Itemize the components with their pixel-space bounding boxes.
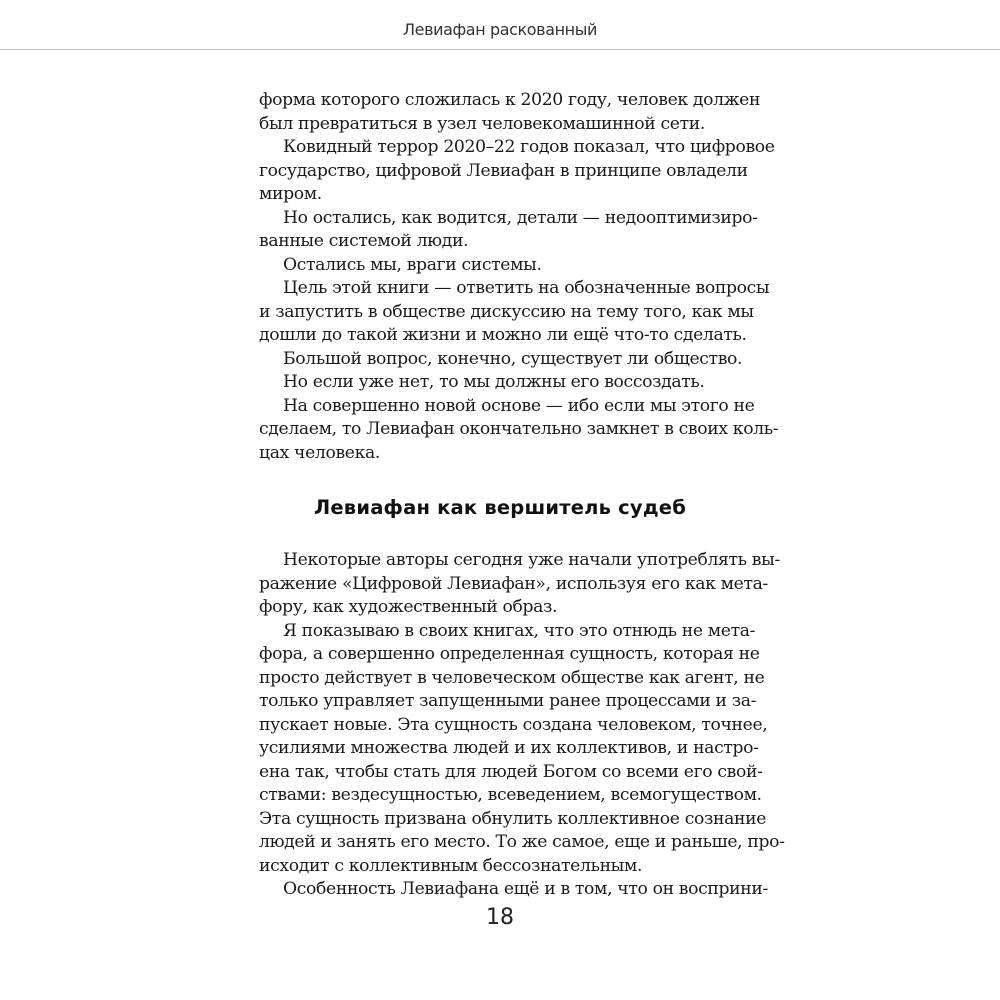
- text-line: Но остались, как водится, детали — недооптимизиро-: [283, 207, 758, 228]
- text-line: На совершенно новой основе — ибо если мы этого не: [283, 395, 755, 416]
- text-line: исходит с коллективным бессознательным.: [259, 855, 643, 876]
- section-heading: Левиафан как вершитель судеб: [313, 496, 687, 519]
- text-line: сделаем, то Левиафан окончательно замкнет в своих коль-: [259, 419, 779, 439]
- text-line: цах человека.: [259, 442, 381, 463]
- body-text-top: [259, 89, 779, 465]
- text-line: Я показываю в своих книгах, что это отнюдь не мета-: [283, 620, 756, 641]
- text-line: дошли до такой жизни и можно ли ещё что-то сделать.: [259, 325, 747, 345]
- text-line: был превратиться в узел человекомашинной сети.: [259, 113, 705, 134]
- text-line: Большой вопрос, конечно, существует ли общество.: [283, 348, 743, 369]
- text-line: пускает новые. Эта сущность создана человеком, точнее,: [259, 714, 768, 735]
- text-line: ванные системой люди.: [259, 231, 469, 251]
- text-line: Особенность Левиафана ещё и в том, что он восприни-: [283, 879, 768, 899]
- running-head-rule: [0, 49, 1000, 50]
- page-number: 18: [486, 905, 514, 930]
- text-line: Остались мы, враги системы.: [283, 254, 542, 275]
- text-line: ствами: вездесущностью, всеведением, всемогуществом.: [259, 785, 762, 805]
- text-line: ена так, чтобы стать для людей Богом со всеми его свой-: [259, 761, 763, 782]
- text-line: государство, цифровой Левиафан в принципе овладели: [259, 160, 748, 181]
- text-line: только управляет запущенными ранее процессами и за-: [259, 691, 757, 711]
- text-line: просто действует в человеческом обществе как агент, не: [259, 667, 765, 688]
- body-text-bottom: [259, 549, 785, 902]
- text-line: фора, а совершенно определенная сущность, которая не: [259, 644, 760, 664]
- text-line: Цель этой книги — ответить на обозначенные вопросы: [283, 278, 770, 298]
- text-line: Эта сущность призвана обнулить коллективное сознание: [259, 808, 767, 829]
- text-line: миром.: [259, 184, 322, 204]
- text-line: и запустить в обществе дискуссию на тему того, как мы: [259, 301, 754, 322]
- text-line: фору, как художественный образ.: [259, 597, 558, 617]
- text-line: Но если уже нет, то мы должны его воссоздать.: [283, 372, 705, 392]
- text-line: людей и занять его место. То же самое, еще и раньше, про-: [259, 832, 785, 852]
- text-line: Некоторые авторы сегодня уже начали употреблять вы-: [283, 550, 780, 570]
- running-head: Левиафан раскованный: [403, 20, 597, 39]
- text-line: ражение «Цифровой Левиафан», используя его как мета-: [259, 573, 769, 594]
- text-line: форма которого сложилась к 2020 году, человек должен: [259, 90, 761, 110]
- text-line: Ковидный террор 2020–22 годов показал, что цифровое: [283, 137, 775, 157]
- text-line: усилиями множества людей и их коллективов, и настро-: [259, 738, 759, 758]
